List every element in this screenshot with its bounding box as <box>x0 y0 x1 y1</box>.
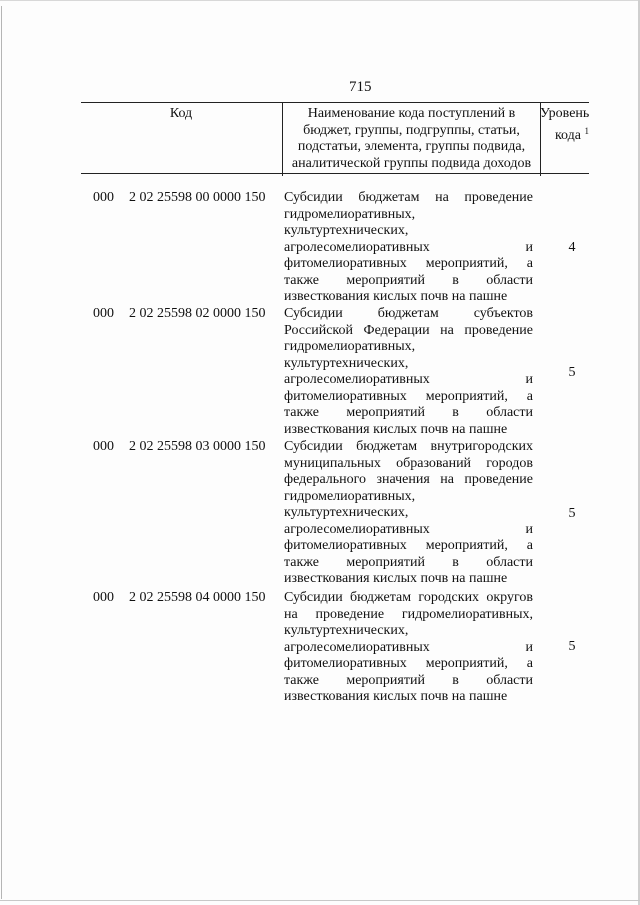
budget-code: 2 02 25598 02 0000 150 <box>129 306 266 321</box>
budget-code: 2 02 25598 03 0000 150 <box>129 439 266 454</box>
admin-code: 000 <box>93 439 114 454</box>
header-level-text: кода <box>554 127 581 143</box>
description-line: гидромелиоративных, <box>284 206 416 222</box>
header-name-line: бюджет, группы, подгруппы, статьи, <box>303 122 520 138</box>
description-line: Субсидии бюджетам на проведение <box>284 190 533 205</box>
table-header <box>81 102 589 174</box>
description-line: известкования кислых почв на пашне <box>284 289 508 304</box>
header-code: Код <box>169 106 193 121</box>
description-line: Субсидии бюджетам внутригородских <box>284 439 533 454</box>
description-line: культуртехнических, <box>284 623 409 638</box>
description-line: также мероприятий в области <box>284 672 533 688</box>
page-edge-left <box>1 6 2 899</box>
description-line: известкования кислых почв на пашне <box>284 689 508 704</box>
page-edge-top <box>0 0 640 1</box>
description-line: Российской Федерации на проведение <box>284 322 533 338</box>
header-level-line1: Уровень <box>540 106 590 121</box>
description-line: фитомелиоративных мероприятий, а <box>284 388 533 404</box>
description-line: агролесомелиоративных и <box>284 521 533 537</box>
description-line: гидромелиоративных, <box>284 339 416 354</box>
footnote-marker: 1 <box>584 125 589 136</box>
description-line: федерального значения на проведение <box>284 472 533 487</box>
description-line: также мероприятий в области <box>284 554 533 570</box>
description-line: культуртехнических, <box>284 355 409 371</box>
description-line: фитомелиоративных мероприятий, а <box>284 656 533 671</box>
description-line: также мероприятий в области <box>284 405 533 420</box>
header-name <box>282 103 541 176</box>
page-number: 715 <box>349 79 372 95</box>
description-line: известкования кислых почв на пашне <box>284 421 508 437</box>
level-value: 5 <box>568 506 576 521</box>
level-value: 5 <box>568 365 576 380</box>
row-description <box>284 590 533 706</box>
header-name-line: Наименование кода поступлений в <box>307 106 516 121</box>
row-description <box>284 439 533 588</box>
budget-code: 2 02 25598 00 0000 150 <box>129 190 266 205</box>
header-name-line: подстатьи, элемента, группы подвида, <box>297 139 526 154</box>
description-line: агролесомелиоративных и <box>284 372 533 387</box>
description-line: фитомелиоративных мероприятий, а <box>284 538 533 553</box>
description-line: муниципальных образований городов <box>284 455 533 471</box>
page-edge-bottom <box>0 900 640 901</box>
row-description <box>284 306 533 438</box>
level-value: 5 <box>568 639 576 654</box>
admin-code: 000 <box>93 590 114 605</box>
row-description <box>284 190 533 306</box>
description-line: гидромелиоративных, <box>284 488 416 504</box>
admin-code: 000 <box>93 190 114 205</box>
description-line: фитомелиоративных мероприятий, а <box>284 256 533 271</box>
description-line: агролесомелиоративных и <box>284 639 533 655</box>
budget-code: 2 02 25598 04 0000 150 <box>129 590 266 605</box>
description-line: на проведение гидромелиоративных, <box>284 606 533 622</box>
header-level-line2 <box>540 123 589 145</box>
description-line: Субсидии бюджетам городских округов <box>284 590 533 605</box>
description-line: культуртехнических, <box>284 505 409 520</box>
header-level <box>540 103 589 176</box>
description-line: агролесомелиоративных и <box>284 239 533 255</box>
description-line: известкования кислых почв на пашне <box>284 571 508 586</box>
level-value: 4 <box>568 240 576 255</box>
admin-code: 000 <box>93 306 114 321</box>
header-name-line: аналитической группы подвида доходов <box>291 155 532 171</box>
description-line: также мероприятий в области <box>284 272 533 288</box>
description-line: Субсидии бюджетам субъектов <box>284 306 533 321</box>
description-line: культуртехнических, <box>284 223 409 238</box>
